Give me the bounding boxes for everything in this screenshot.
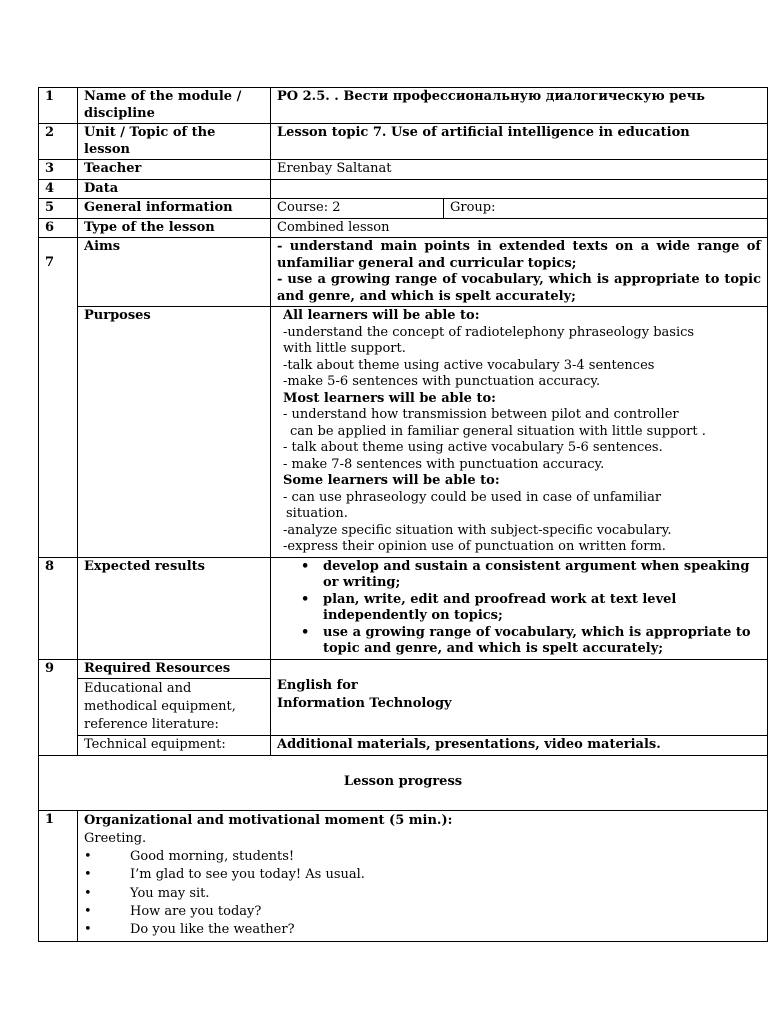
step1-item: • I’m glad to see you today! As usual. bbox=[84, 866, 761, 884]
purpose-line: - talk about theme using active vocabulary 5-6 sentences. bbox=[283, 440, 663, 455]
bullet-icon: • bbox=[301, 591, 310, 607]
bullet-icon: • bbox=[84, 903, 92, 919]
purpose-line: -talk about theme using active vocabulary 3-4 sentences bbox=[283, 357, 655, 373]
resources-label: Required Resources bbox=[78, 659, 271, 679]
bullet-icon: • bbox=[84, 885, 92, 901]
aims-line: - use a growing range of vocabulary, which is appropriate to topic and genre, and which is spelt accurately; bbox=[277, 272, 762, 304]
progress-heading: Lesson progress bbox=[39, 755, 768, 810]
row-type bbox=[39, 218, 768, 238]
type-label: Type of the lesson bbox=[78, 218, 271, 238]
course-value: Course: 2 bbox=[271, 199, 444, 219]
module-value: PO 2.5. . Вести профессиональную диалогическую речь bbox=[271, 88, 768, 124]
step1-item: • Do you like the weather? bbox=[84, 921, 761, 939]
most-learners-heading: Most learners will be able to: bbox=[283, 390, 496, 406]
expected-item: • develop and sustain a consistent argument when speaking or writing; bbox=[301, 558, 750, 590]
topic-value: Lesson topic 7. Use of artificial intelligence in education bbox=[271, 124, 768, 160]
tech-value: Additional materials, presentations, video materials. bbox=[271, 736, 768, 756]
row-aims bbox=[39, 238, 768, 307]
purpose-line: - can use phraseology could be used in case of unfamiliar bbox=[283, 489, 662, 505]
bullet-icon: • bbox=[84, 849, 92, 865]
purpose-line: - understand how transmission between pilot and controller bbox=[283, 407, 679, 422]
row-expected bbox=[39, 557, 768, 659]
purpose-line: -understand the concept of radiotelephony phraseology basics bbox=[283, 324, 695, 340]
row-number: 5 bbox=[39, 199, 78, 219]
row-module bbox=[39, 88, 768, 124]
general-label: General information bbox=[78, 199, 271, 219]
row-teacher bbox=[39, 160, 768, 180]
row-progress-step1 bbox=[39, 810, 768, 941]
row-number: 1 bbox=[39, 88, 78, 124]
bullet-icon: • bbox=[84, 867, 92, 883]
group-value: Group: bbox=[444, 199, 768, 219]
bullet-icon: • bbox=[301, 558, 310, 574]
aims-label: Aims bbox=[78, 238, 271, 307]
step1-item: • You may sit. bbox=[84, 885, 761, 903]
row-number: 7 bbox=[39, 238, 78, 558]
step1-greeting: Greeting. bbox=[84, 830, 147, 846]
lesson-plan-table bbox=[38, 87, 768, 942]
purposes-value bbox=[271, 307, 768, 558]
row-number: 2 bbox=[39, 124, 78, 160]
module-label: Name of the module / discipline bbox=[78, 88, 271, 124]
purposes-label: Purposes bbox=[78, 307, 271, 558]
row-tech bbox=[39, 736, 768, 756]
data-label: Data bbox=[78, 179, 271, 199]
row-progress-heading bbox=[39, 755, 768, 810]
row-number: 1 bbox=[39, 810, 78, 941]
row-number: 8 bbox=[39, 557, 78, 659]
type-value: Combined lesson bbox=[271, 218, 768, 238]
step1-item: • How are you today? bbox=[84, 903, 761, 921]
expected-item: • use a growing range of vocabulary, which is appropriate to topic and genre, and which is spelt accurately; bbox=[301, 624, 751, 656]
purpose-line: -express their opinion use of punctuation on written form. bbox=[283, 539, 666, 554]
aims-line: - understand main points in extended texts on a wide range of unfamiliar general and curricular topics; bbox=[277, 239, 762, 271]
tech-label: Technical equipment: bbox=[78, 736, 271, 756]
bullet-icon: • bbox=[84, 922, 92, 938]
edu-label: Educational and methodical equipment, reference literature: bbox=[78, 679, 271, 736]
purpose-line: -make 5-6 sentences with punctuation accuracy. bbox=[283, 374, 601, 389]
row-number: 4 bbox=[39, 179, 78, 199]
teacher-value: Erenbay Saltanat bbox=[271, 160, 768, 180]
row-number: 6 bbox=[39, 218, 78, 238]
expected-label: Expected results bbox=[78, 557, 271, 659]
step1-item: • Good morning, students! bbox=[84, 848, 761, 866]
bullet-icon: • bbox=[301, 624, 310, 640]
data-value bbox=[271, 179, 768, 199]
expected-list bbox=[277, 559, 761, 658]
all-learners-heading: All learners will be able to: bbox=[283, 308, 480, 323]
purpose-line: -analyze specific situation with subject-specific vocabulary. bbox=[283, 522, 672, 538]
expected-item: • plan, write, edit and proofread work at text level independently on topics; bbox=[301, 591, 677, 623]
edu-value: English for Information Technology bbox=[271, 659, 768, 736]
purpose-line: can be applied in familiar general situation with little support . bbox=[290, 423, 706, 439]
row-resources bbox=[39, 659, 768, 679]
row-purposes bbox=[39, 307, 768, 558]
row-number: 9 bbox=[39, 659, 78, 755]
teacher-label: Teacher bbox=[78, 160, 271, 180]
row-general bbox=[39, 199, 768, 219]
topic-label: Unit / Topic of the lesson bbox=[78, 124, 271, 160]
step1-title: Organizational and motivational moment (5 min.): bbox=[84, 812, 453, 828]
purpose-line: situation. bbox=[286, 506, 348, 521]
expected-value bbox=[271, 557, 768, 659]
purpose-line: - make 7-8 sentences with punctuation accuracy. bbox=[283, 456, 605, 472]
step1-content bbox=[78, 810, 768, 941]
step1-list bbox=[84, 848, 761, 939]
aims-value bbox=[271, 238, 768, 307]
some-learners-heading: Some learners will be able to: bbox=[283, 473, 500, 488]
row-data bbox=[39, 179, 768, 199]
row-number: 3 bbox=[39, 160, 78, 180]
row-topic bbox=[39, 124, 768, 160]
purpose-line: with little support. bbox=[283, 341, 406, 356]
lesson-plan-document bbox=[38, 87, 767, 942]
